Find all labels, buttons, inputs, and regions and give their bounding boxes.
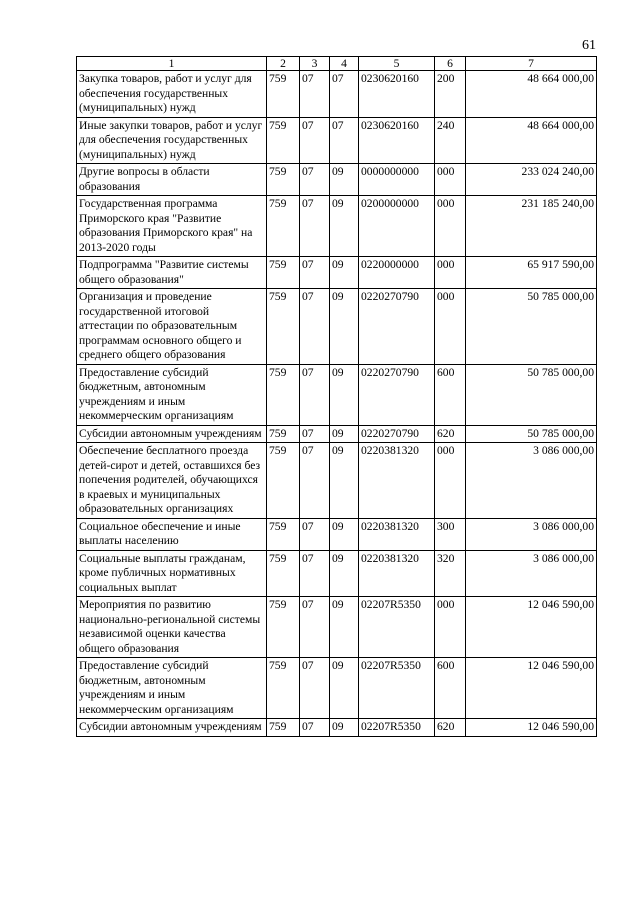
column-header: 4	[330, 57, 359, 71]
section-code-cell: 07	[300, 443, 330, 519]
section-code-cell: 07	[300, 289, 330, 365]
column-header: 2	[267, 57, 300, 71]
row-name-cell: Обеспечение бесплатного проезда детей-сирот и детей, оставшихся без попечения родителей, обучающихся в краевых и муниципальных образовательных организациях	[77, 443, 267, 519]
table-row	[77, 71, 597, 118]
table-row	[77, 257, 597, 289]
ministry-code-cell: 759	[267, 597, 300, 658]
section-code-cell: 07	[300, 518, 330, 550]
expense-type-cell: 000	[435, 289, 466, 365]
budget-table	[76, 56, 597, 737]
amount-cell: 12 046 590,00	[466, 719, 597, 737]
ministry-code-cell: 759	[267, 117, 300, 164]
section-code-cell: 07	[300, 719, 330, 737]
table-row	[77, 196, 597, 257]
section-code-cell: 07	[300, 425, 330, 443]
row-name-cell: Закупка товаров, работ и услуг для обеспечения государственных (муниципальных) нужд	[77, 71, 267, 118]
amount-cell: 3 086 000,00	[466, 518, 597, 550]
expense-type-cell: 600	[435, 364, 466, 425]
ministry-code-cell: 759	[267, 71, 300, 118]
expense-type-cell: 620	[435, 425, 466, 443]
row-name-cell: Субсидии автономным учреждениям	[77, 425, 267, 443]
target-article-cell: 02207R5350	[359, 658, 435, 719]
ministry-code-cell: 759	[267, 518, 300, 550]
amount-cell: 231 185 240,00	[466, 196, 597, 257]
target-article-cell: 02207R5350	[359, 719, 435, 737]
target-article-cell: 0000000000	[359, 164, 435, 196]
expense-type-cell: 620	[435, 719, 466, 737]
target-article-cell: 02207R5350	[359, 597, 435, 658]
table-header-row	[77, 57, 597, 71]
amount-cell: 48 664 000,00	[466, 71, 597, 118]
table-row	[77, 719, 597, 737]
target-article-cell: 0220381320	[359, 550, 435, 597]
section-code-cell: 07	[300, 196, 330, 257]
row-name-cell: Иные закупки товаров, работ и услуг для обеспечения государственных (муниципальных) нужд	[77, 117, 267, 164]
expense-type-cell: 000	[435, 257, 466, 289]
subsection-code-cell: 09	[330, 550, 359, 597]
ministry-code-cell: 759	[267, 550, 300, 597]
amount-cell: 12 046 590,00	[466, 597, 597, 658]
ministry-code-cell: 759	[267, 164, 300, 196]
section-code-cell: 07	[300, 364, 330, 425]
expense-type-cell: 000	[435, 443, 466, 519]
amount-cell: 233 024 240,00	[466, 164, 597, 196]
section-code-cell: 07	[300, 597, 330, 658]
expense-type-cell: 000	[435, 164, 466, 196]
expense-type-cell: 240	[435, 117, 466, 164]
row-name-cell: Государственная программа Приморского края "Развитие образования Приморского края" на 2013-2020 годы	[77, 196, 267, 257]
amount-cell: 12 046 590,00	[466, 658, 597, 719]
subsection-code-cell: 09	[330, 164, 359, 196]
subsection-code-cell: 09	[330, 719, 359, 737]
row-name-cell: Подпрограмма "Развитие системы общего образования"	[77, 257, 267, 289]
target-article-cell: 0220000000	[359, 257, 435, 289]
ministry-code-cell: 759	[267, 719, 300, 737]
ministry-code-cell: 759	[267, 364, 300, 425]
target-article-cell: 0220381320	[359, 443, 435, 519]
page-number: 61	[582, 38, 596, 53]
target-article-cell: 0230620160	[359, 71, 435, 118]
subsection-code-cell: 07	[330, 117, 359, 164]
amount-cell: 50 785 000,00	[466, 289, 597, 365]
row-name-cell: Субсидии автономным учреждениям	[77, 719, 267, 737]
table-row	[77, 518, 597, 550]
section-code-cell: 07	[300, 550, 330, 597]
ministry-code-cell: 759	[267, 257, 300, 289]
row-name-cell: Социальное обеспечение и иные выплаты населению	[77, 518, 267, 550]
target-article-cell: 0220270790	[359, 425, 435, 443]
subsection-code-cell: 09	[330, 289, 359, 365]
target-article-cell: 0220270790	[359, 289, 435, 365]
subsection-code-cell: 07	[330, 71, 359, 118]
target-article-cell: 0230620160	[359, 117, 435, 164]
table-row	[77, 443, 597, 519]
ministry-code-cell: 759	[267, 289, 300, 365]
table-row	[77, 658, 597, 719]
column-header: 5	[359, 57, 435, 71]
subsection-code-cell: 09	[330, 597, 359, 658]
expense-type-cell: 000	[435, 196, 466, 257]
amount-cell: 50 785 000,00	[466, 364, 597, 425]
table-row	[77, 117, 597, 164]
target-article-cell: 0200000000	[359, 196, 435, 257]
column-header: 1	[77, 57, 267, 71]
row-name-cell: Другие вопросы в области образования	[77, 164, 267, 196]
target-article-cell: 0220381320	[359, 518, 435, 550]
expense-type-cell: 600	[435, 658, 466, 719]
subsection-code-cell: 09	[330, 257, 359, 289]
target-article-cell: 0220270790	[359, 364, 435, 425]
ministry-code-cell: 759	[267, 425, 300, 443]
section-code-cell: 07	[300, 71, 330, 118]
section-code-cell: 07	[300, 164, 330, 196]
column-header: 6	[435, 57, 466, 71]
row-name-cell: Мероприятия по развитию национально-региональной системы независимой оценки качества общего образования	[77, 597, 267, 658]
amount-cell: 50 785 000,00	[466, 425, 597, 443]
row-name-cell: Предоставление субсидий бюджетным, автономным учреждениям и иным некоммерческим организациям	[77, 658, 267, 719]
row-name-cell: Предоставление субсидий бюджетным, автономным учреждениям и иным некоммерческим организациям	[77, 364, 267, 425]
expense-type-cell: 000	[435, 597, 466, 658]
expense-type-cell: 200	[435, 71, 466, 118]
column-header: 7	[466, 57, 597, 71]
section-code-cell: 07	[300, 658, 330, 719]
row-name-cell: Организация и проведение государственной итоговой аттестации по образовательным программам основного общего и среднего общего образования	[77, 289, 267, 365]
column-header: 3	[300, 57, 330, 71]
subsection-code-cell: 09	[330, 425, 359, 443]
table-row	[77, 364, 597, 425]
ministry-code-cell: 759	[267, 443, 300, 519]
ministry-code-cell: 759	[267, 196, 300, 257]
table-row	[77, 597, 597, 658]
amount-cell: 3 086 000,00	[466, 550, 597, 597]
subsection-code-cell: 09	[330, 658, 359, 719]
table-row	[77, 164, 597, 196]
section-code-cell: 07	[300, 117, 330, 164]
subsection-code-cell: 09	[330, 364, 359, 425]
subsection-code-cell: 09	[330, 196, 359, 257]
amount-cell: 3 086 000,00	[466, 443, 597, 519]
ministry-code-cell: 759	[267, 658, 300, 719]
expense-type-cell: 300	[435, 518, 466, 550]
expense-type-cell: 320	[435, 550, 466, 597]
section-code-cell: 07	[300, 257, 330, 289]
table-row	[77, 550, 597, 597]
amount-cell: 48 664 000,00	[466, 117, 597, 164]
subsection-code-cell: 09	[330, 443, 359, 519]
amount-cell: 65 917 590,00	[466, 257, 597, 289]
table-row	[77, 289, 597, 365]
subsection-code-cell: 09	[330, 518, 359, 550]
row-name-cell: Социальные выплаты гражданам, кроме публичных нормативных социальных выплат	[77, 550, 267, 597]
table-row	[77, 425, 597, 443]
